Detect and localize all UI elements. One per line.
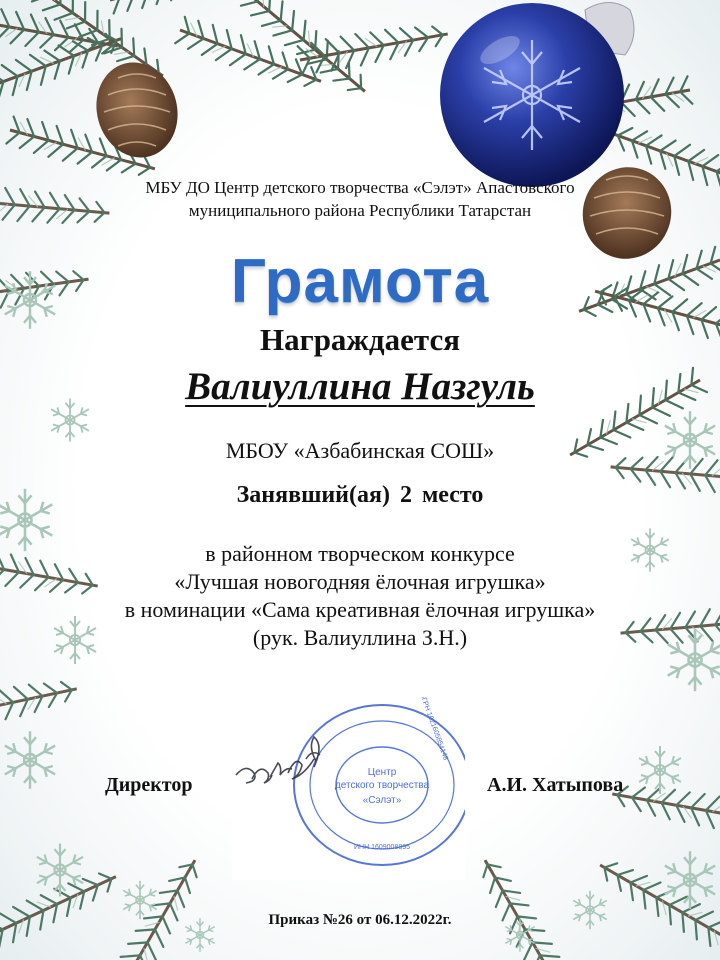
stamp-line-2: детского творчества (334, 780, 430, 791)
contest-line-1: в районном творческом конкурсе (205, 541, 515, 566)
organization-line-1: МБУ ДО Центр детского творчества «Сэлэт» Апастовского (145, 178, 575, 197)
contest-line-2: «Лучшая новогодняя ёлочная игрушка» (174, 569, 546, 594)
stamp-icon (232, 697, 465, 880)
director-name: А.И. Хатыпова (487, 774, 624, 796)
stamp-line-4: ОГРН 1021605854148 (417, 697, 449, 762)
contest-line-4: (рук. Валиуллина З.Н.) (252, 625, 468, 650)
school-name: МБОУ «Азбабинская СОШ» (225, 438, 495, 463)
signature-stamp-box (232, 697, 465, 880)
organization-line-2: муниципального района Республики Татарстан (188, 201, 532, 220)
recipient-name: Валиуллина Назгуль (185, 365, 535, 408)
stamp-line-1: Центр (367, 767, 397, 778)
awarded-label: Награждается (260, 322, 460, 357)
director-label: Директор (105, 774, 193, 796)
contest-line-3: в номинации «Сама креативная ёлочная игрушка» (124, 597, 596, 622)
stamp-line-3: «Сэлэт» (362, 795, 402, 806)
contest-description (0, 540, 720, 652)
stamp-line-5: ИНН 1609008895 (353, 844, 411, 851)
order-reference: Приказ №26 от 06.12.2022г. (268, 912, 452, 928)
pine-cone-left (86, 53, 188, 166)
organization-header (0, 176, 720, 222)
certificate-title: Грамота (230, 247, 490, 316)
place-text: Занявший(ая) 2 место (236, 482, 484, 508)
recipient-name-wrapper (0, 364, 720, 409)
christmas-ornament (440, 3, 634, 188)
